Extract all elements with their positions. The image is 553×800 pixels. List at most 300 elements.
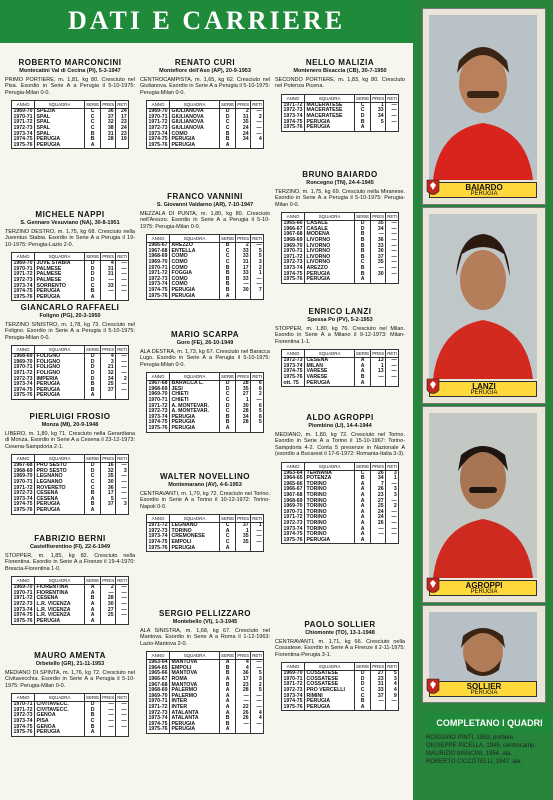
sticker-lanzi bbox=[422, 207, 546, 404]
table-cell: D bbox=[355, 682, 371, 688]
table-cell: D bbox=[85, 702, 101, 708]
table-cell: — bbox=[101, 702, 116, 708]
career-table bbox=[281, 212, 399, 284]
table-row bbox=[12, 393, 129, 399]
player-name: ALDO AGROPPI bbox=[306, 413, 374, 422]
table-cell: 24 bbox=[371, 515, 386, 521]
table-cell: A bbox=[85, 613, 101, 619]
table-cell: 1972-73 bbox=[13, 712, 33, 719]
player-name: WALTER NOVELLINO bbox=[159, 472, 251, 481]
table-cell: 34 bbox=[236, 137, 251, 143]
table-cell: — bbox=[251, 132, 264, 138]
table-cell: — bbox=[386, 699, 399, 705]
table-cell: 1969-70 bbox=[148, 259, 168, 265]
player-birth: S. Giovanni Valdarno (AR), 7-10-1947 bbox=[156, 202, 254, 208]
player-birth: Montenero Bisaccia (CB), 30-7-1950 bbox=[293, 68, 387, 74]
player-description: MEDIANO, m. 1,80, kg 72. Cresciuto nel Torino. Esordio in Serie A a Torino il 15-10-1967: Torino-Sampdoria 4-2. Conta 5 presenze in Nazionale A (esordio a Bucarest il 17-6-1972: Romania-Italia 3-3). bbox=[275, 432, 405, 458]
player-birth: Montefiore dell'Aso (AP), 20-9-1953 bbox=[159, 68, 251, 74]
player-description: CENTROCAMPISTA, m. 1,65, kg 62. Cresciuto nel Giulianova. Esordio in Serie A a Perugia il 5-10-1975: Perugia-Milan 0-0. bbox=[140, 77, 270, 96]
table-cell: 1974-75 bbox=[283, 368, 303, 375]
table-cell: 1974-75 bbox=[148, 419, 168, 426]
table-cell: 1969-70 bbox=[283, 503, 303, 510]
table-cell bbox=[371, 705, 386, 711]
career-header-cell: SQUADRA bbox=[305, 350, 355, 358]
table-cell: PERUGIA bbox=[35, 289, 85, 295]
table-cell: 1972-73 bbox=[283, 519, 303, 526]
table-cell: 1 bbox=[251, 523, 264, 529]
table-cell: B bbox=[355, 232, 371, 238]
table-cell: — bbox=[116, 708, 129, 714]
table-cell: 35 bbox=[236, 540, 251, 546]
table-cell: 1 bbox=[236, 529, 251, 535]
team-badge-icon bbox=[426, 179, 440, 199]
table-row bbox=[12, 619, 129, 625]
player-name: PAOLO SOLLIER bbox=[304, 620, 376, 629]
table-cell: 1975-76 bbox=[148, 424, 168, 431]
table-cell bbox=[116, 508, 129, 514]
career-header-cell: RETI bbox=[117, 254, 128, 260]
table-cell: B bbox=[220, 271, 236, 277]
table-cell: 33 bbox=[236, 249, 251, 255]
table-cell: A bbox=[355, 369, 371, 375]
table-cell: A bbox=[355, 538, 371, 544]
table-cell: 7 bbox=[371, 482, 386, 488]
table-cell: 1973-74 bbox=[283, 525, 303, 532]
sticker-nameplate bbox=[429, 580, 537, 596]
table-cell bbox=[371, 125, 386, 131]
table-cell: D bbox=[85, 365, 101, 371]
table-cell: 1974-75 bbox=[283, 118, 303, 125]
table-cell: 32 bbox=[101, 371, 116, 377]
player-birth: Montebello (VI), 1-3-1945 bbox=[172, 619, 238, 625]
table-cell: 8 bbox=[251, 415, 264, 421]
table-cell: 1 bbox=[386, 476, 399, 482]
career-header-cell: SQUADRA bbox=[35, 101, 85, 109]
career-header-cell: RETI bbox=[117, 456, 128, 462]
table-cell: 1 bbox=[371, 364, 386, 370]
table-cell: 1973-74 bbox=[283, 692, 303, 699]
table-cell: D bbox=[85, 267, 101, 273]
table-row bbox=[12, 730, 129, 736]
table-cell: 31 bbox=[101, 267, 116, 273]
table-cell: 28 bbox=[101, 137, 116, 143]
table-cell: C bbox=[85, 115, 101, 121]
career-table bbox=[146, 100, 264, 149]
career-header-cell: SERIE bbox=[356, 95, 370, 101]
career-header-cell: ANNO bbox=[12, 101, 35, 109]
table-cell: C bbox=[220, 409, 236, 415]
table-cell: 23 bbox=[116, 132, 129, 138]
table-cell: B bbox=[355, 272, 371, 278]
table-cell bbox=[101, 393, 116, 399]
table-cell: A. MONTEVAR. bbox=[170, 404, 220, 410]
table-cell: — bbox=[371, 232, 386, 238]
career-header-cell: PRES bbox=[372, 463, 385, 469]
table-cell: MACERATESE bbox=[305, 108, 355, 114]
table-cell: — bbox=[116, 388, 129, 394]
table-cell: C bbox=[220, 392, 236, 398]
table-cell: 1969-70 bbox=[13, 260, 33, 267]
table-cell: MODENA bbox=[305, 232, 355, 238]
table-cell: TORINO bbox=[305, 510, 355, 516]
career-header-cell: RETI bbox=[387, 214, 398, 220]
table-cell: 37 bbox=[101, 502, 116, 508]
table-cell: 1973-74 bbox=[148, 413, 168, 420]
table-cell: — bbox=[116, 725, 129, 731]
table-cell: A bbox=[355, 493, 371, 499]
table-cell: 17 bbox=[236, 677, 251, 683]
career-header-cell: PRES bbox=[237, 653, 250, 659]
table-cell: 31 bbox=[371, 682, 386, 688]
completano-line: ROSSANO PINTI, 1959, portiere. bbox=[426, 735, 516, 741]
table-cell: D bbox=[220, 109, 236, 115]
table-cell: CHIETI bbox=[170, 392, 220, 398]
career-header-cell: RETI bbox=[252, 236, 263, 242]
table-cell: 1971-72 bbox=[283, 101, 303, 108]
table-cell: — bbox=[236, 699, 251, 705]
player-block-pellizzaro bbox=[140, 609, 270, 734]
table-cell: 1970-71 bbox=[13, 364, 33, 371]
player-birth: Piombino (LI), 14-4-1944 bbox=[308, 423, 372, 429]
table-cell: 1970-71 bbox=[148, 264, 168, 271]
table-cell: 1975-76 bbox=[283, 536, 303, 543]
table-cell: — bbox=[386, 272, 399, 278]
table-cell: — bbox=[116, 497, 129, 503]
table-cell: A bbox=[85, 591, 101, 597]
table-cell: CHIETI bbox=[170, 398, 220, 404]
table-cell: A bbox=[355, 532, 371, 538]
table-cell: 36 bbox=[371, 238, 386, 244]
table-cell: 1975-76 bbox=[13, 141, 33, 148]
table-cell: 1968-69 bbox=[148, 385, 168, 392]
table-cell: 1971-72 bbox=[283, 253, 303, 260]
table-cell: — bbox=[251, 705, 264, 711]
table-cell: 6 bbox=[251, 381, 264, 387]
table-cell: D bbox=[85, 272, 101, 278]
table-cell: 4 bbox=[386, 682, 399, 688]
table-cell: 1974-75 bbox=[13, 612, 33, 619]
table-cell: — bbox=[386, 108, 399, 114]
table-cell: — bbox=[116, 354, 129, 360]
player-photo bbox=[429, 214, 537, 379]
table-cell: 17 bbox=[236, 266, 251, 272]
table-cell: MILAN bbox=[305, 364, 355, 370]
table-cell: 1974-75 bbox=[283, 270, 303, 277]
table-cell: 4 bbox=[236, 660, 251, 666]
career-table bbox=[281, 462, 399, 545]
table-cell: C bbox=[85, 284, 101, 290]
table-cell: COMO bbox=[170, 260, 220, 266]
table-cell: 1969-70 bbox=[13, 473, 33, 480]
table-cell: 1965-66 bbox=[148, 670, 168, 677]
table-cell: 1971-72 bbox=[148, 402, 168, 409]
table-cell: 3 bbox=[116, 469, 129, 475]
table-row bbox=[147, 143, 264, 149]
career-header-cell: SERIE bbox=[86, 102, 100, 108]
player-name: MICHELE NAPPI bbox=[35, 210, 105, 219]
table-cell: FOGGIA bbox=[170, 271, 220, 277]
table-cell: 33 bbox=[236, 271, 251, 277]
table-cell: 3 bbox=[251, 260, 264, 266]
table-cell: A bbox=[355, 705, 371, 711]
player-birth: Roncegno (TN), 24-4-1945 bbox=[306, 180, 374, 186]
table-cell: 2 bbox=[101, 585, 116, 591]
table-cell: B bbox=[355, 238, 371, 244]
table-cell: A bbox=[355, 125, 371, 131]
table-cell: B bbox=[85, 289, 101, 295]
player-name: FABRIZIO BERNI bbox=[34, 534, 106, 543]
sticker-name: BAIARDO bbox=[465, 183, 503, 192]
table-cell bbox=[251, 727, 264, 733]
table-cell: 1975-76 bbox=[148, 292, 168, 299]
table-cell: 34 bbox=[371, 227, 386, 233]
table-cell: C bbox=[220, 398, 236, 404]
table-cell: CESENA bbox=[35, 491, 85, 497]
table-cell: 1964-65 bbox=[148, 664, 168, 671]
table-cell: COMO bbox=[170, 277, 220, 283]
table-cell: 1964-65 bbox=[283, 475, 303, 482]
player-description: ALA DESTRA, m. 1,73, kg 67. Cresciuto nel Baracca Lugo. Esordio in Serie A a Perugia il 5-10-1975: Perugia-Milan 0-0. bbox=[140, 349, 270, 368]
table-cell: D bbox=[85, 463, 101, 469]
table-cell: — bbox=[251, 243, 264, 249]
table-cell: 1967-68 bbox=[148, 247, 168, 254]
table-cell: 1973-74 bbox=[148, 281, 168, 288]
table-cell: 23 bbox=[236, 683, 251, 689]
table-cell: 1973-74 bbox=[148, 130, 168, 137]
table-cell: L.R. VICENZA bbox=[35, 613, 85, 619]
player-birth: Goro (FE), 26-10-1949 bbox=[176, 340, 234, 346]
table-cell: — bbox=[386, 120, 399, 126]
career-header-cell: ANNO bbox=[12, 346, 35, 354]
table-cell: PERUGIA bbox=[35, 619, 85, 625]
table-cell: — bbox=[386, 369, 399, 375]
table-cell: TORINO bbox=[170, 529, 220, 535]
player-block-sollier bbox=[275, 620, 405, 711]
table-row bbox=[12, 143, 129, 149]
table-cell: B bbox=[220, 716, 236, 722]
table-cell: 1971-72 bbox=[13, 706, 33, 713]
table-cell: 1966-67 bbox=[148, 242, 168, 249]
table-cell: C bbox=[220, 260, 236, 266]
table-cell: — bbox=[386, 532, 399, 538]
table-cell: 30 bbox=[101, 480, 116, 486]
player-description: CENTRAVANTI, m. 1,70, kg 72. Cresciuto nel Torino. Esordio in Serie A a Torino il 10-12-1972: Torino-Napoli 0-0. bbox=[140, 491, 270, 510]
player-name: ROBERTO MARCONCINI bbox=[18, 58, 122, 67]
career-header-cell: RETI bbox=[117, 102, 128, 108]
table-cell: 33 bbox=[371, 108, 386, 114]
table-row bbox=[147, 294, 264, 300]
table-cell: MANTOVA bbox=[170, 683, 220, 689]
table-cell: 1975-76 bbox=[283, 374, 303, 380]
player-block-marconcini bbox=[5, 58, 135, 149]
player-block-malizia bbox=[275, 58, 405, 132]
table-cell: 22 bbox=[236, 705, 251, 711]
table-cell: C bbox=[220, 254, 236, 260]
table-cell: 1963-64 bbox=[148, 659, 168, 666]
career-table bbox=[11, 693, 129, 737]
table-cell: 35 bbox=[371, 260, 386, 266]
table-cell: 1974-75 bbox=[148, 286, 168, 293]
table-cell: 1966-67 bbox=[148, 676, 168, 682]
table-cell bbox=[386, 125, 399, 131]
table-cell: PISA bbox=[35, 719, 85, 725]
player-birth: Montemarano (AV), 4-6-1953 bbox=[168, 482, 242, 488]
table-cell: 1972-73 bbox=[283, 357, 303, 364]
career-header-cell: SQUADRA bbox=[35, 455, 85, 463]
player-description: MEDIANO DI SPINTA, m. 1,76, kg 72. Cresciuto nel Civitavecchia. Esordio in Serie A a Perugia il 5-10-1975: Perugia-Milan 0-0. bbox=[5, 670, 135, 689]
career-header-cell: PRES bbox=[102, 102, 115, 108]
table-cell: — bbox=[116, 719, 129, 725]
table-cell bbox=[236, 546, 251, 552]
table-cell: B bbox=[220, 132, 236, 138]
table-cell: L.R. VICENZA bbox=[35, 608, 85, 614]
sticker-baiardo bbox=[422, 8, 546, 205]
table-cell: — bbox=[116, 596, 129, 602]
table-cell: PERUGIA bbox=[170, 420, 220, 426]
table-cell: JESI bbox=[170, 387, 220, 393]
table-cell: SPAL bbox=[35, 120, 85, 126]
table-cell: 24 bbox=[116, 109, 129, 115]
table-cell: — bbox=[386, 521, 399, 527]
player-name: MARIO SCARPA bbox=[170, 330, 240, 339]
career-header-cell: SERIE bbox=[86, 456, 100, 462]
table-cell: EMPOLI bbox=[170, 540, 220, 546]
table-row bbox=[282, 705, 399, 711]
table-cell: 30 bbox=[236, 288, 251, 294]
table-cell: — bbox=[116, 613, 129, 619]
table-cell: PERUGIA bbox=[305, 120, 355, 126]
table-cell: C bbox=[355, 470, 371, 476]
table-cell: 33 bbox=[371, 244, 386, 250]
table-cell: D bbox=[355, 221, 371, 227]
player-name: SERGIO PELLIZZARO bbox=[158, 609, 252, 618]
player-block-scarpa bbox=[140, 330, 270, 433]
table-cell: 1969-70 bbox=[148, 692, 168, 699]
table-cell: B bbox=[85, 596, 101, 602]
career-table bbox=[11, 454, 129, 514]
table-cell bbox=[386, 705, 399, 711]
table-cell: — bbox=[386, 114, 399, 120]
table-cell: 1971-72 bbox=[148, 119, 168, 126]
career-header-cell: RETI bbox=[252, 374, 263, 380]
table-cell: 5 bbox=[251, 688, 264, 694]
table-cell: 5 bbox=[251, 671, 264, 677]
sticker-sollier bbox=[422, 605, 546, 703]
career-header-cell: SQUADRA bbox=[35, 253, 85, 261]
table-cell: SPAL bbox=[35, 132, 85, 138]
table-cell: PALERMO bbox=[170, 688, 220, 694]
table-cell bbox=[116, 295, 129, 301]
table-cell: — bbox=[251, 666, 264, 672]
player-birth: Orbetello (GR), 21-11-1953 bbox=[35, 661, 105, 667]
table-cell: 1973-74 bbox=[283, 264, 303, 271]
career-header-cell: PRES bbox=[102, 456, 115, 462]
table-cell: AREZZO bbox=[305, 266, 355, 272]
table-cell: — bbox=[371, 375, 386, 381]
page-header bbox=[0, 0, 413, 43]
table-cell: PALMESE bbox=[35, 278, 85, 284]
table-cell: B bbox=[220, 277, 236, 283]
table-cell: MACERATESE bbox=[305, 102, 355, 108]
career-header-cell: SQUADRA bbox=[305, 462, 355, 470]
career-header-cell: SERIE bbox=[221, 516, 235, 522]
table-cell: 37 bbox=[101, 388, 116, 394]
table-cell bbox=[236, 727, 251, 733]
player-name: FRANCO VANNINI bbox=[167, 192, 243, 201]
table-cell: C bbox=[85, 126, 101, 132]
table-cell: 7 bbox=[251, 288, 264, 294]
table-cell: 1974-75 bbox=[283, 698, 303, 705]
table-cell: A bbox=[85, 508, 101, 514]
table-cell: — bbox=[116, 491, 129, 497]
table-cell bbox=[101, 730, 116, 736]
career-header-cell: PRES bbox=[102, 347, 115, 353]
table-cell: 36 bbox=[101, 486, 116, 492]
table-cell: — bbox=[101, 289, 116, 295]
career-header-cell: SERIE bbox=[221, 374, 235, 380]
table-cell: PERUGIA bbox=[170, 426, 220, 432]
table-cell: — bbox=[386, 244, 399, 250]
table-cell: 13 bbox=[371, 358, 386, 364]
table-cell: — bbox=[371, 527, 386, 533]
table-cell: 4 bbox=[251, 137, 264, 143]
table-cell: 1970-71 bbox=[148, 397, 168, 403]
table-cell: 31 bbox=[236, 115, 251, 121]
table-cell: 1975-76 bbox=[283, 124, 303, 131]
table-cell: 37 bbox=[371, 694, 386, 700]
career-header-cell: ANNO bbox=[282, 663, 305, 671]
table-cell: 35 bbox=[101, 474, 116, 480]
team-badge-icon bbox=[426, 378, 440, 398]
player-name: BRUNO BAIARDO bbox=[302, 170, 378, 179]
player-name: PIERLUIGI FROSIO bbox=[29, 412, 111, 421]
table-cell: — bbox=[116, 289, 129, 295]
table-cell: C bbox=[220, 540, 236, 546]
table-cell: 28 bbox=[236, 381, 251, 387]
table-cell: 2 bbox=[251, 266, 264, 272]
table-cell: 17 bbox=[116, 115, 129, 121]
table-cell: A bbox=[85, 608, 101, 614]
table-cell: MACERATESE bbox=[305, 114, 355, 120]
table-cell: A bbox=[220, 677, 236, 683]
table-cell: 26 bbox=[371, 521, 386, 527]
table-cell: A bbox=[85, 497, 101, 503]
table-cell: B bbox=[85, 132, 101, 138]
table-cell: LIVORNO bbox=[305, 255, 355, 261]
table-cell bbox=[386, 381, 399, 387]
table-cell: — bbox=[251, 534, 264, 540]
table-cell bbox=[236, 294, 251, 300]
table-cell: — bbox=[116, 486, 129, 492]
career-table bbox=[146, 651, 264, 734]
sticker-nameplate bbox=[429, 381, 537, 397]
table-cell: — bbox=[236, 722, 251, 728]
table-cell bbox=[386, 277, 399, 283]
table-cell: MANTOVA bbox=[170, 671, 220, 677]
table-cell: PERUGIA bbox=[35, 143, 85, 149]
table-cell: 35 bbox=[371, 221, 386, 227]
player-description: MEZZALA DI PUNTA, m. 1,80, kg 80. Cresciuto nell'Arezzo. Esordio in Serie A a Perugia il 5-10-1975: Perugia-Milan 0-0. bbox=[140, 211, 270, 230]
table-cell: 1967-68 bbox=[148, 681, 168, 688]
table-cell: A bbox=[355, 358, 371, 364]
career-header-cell: SQUADRA bbox=[305, 213, 355, 221]
table-cell: 1975-76 bbox=[148, 544, 168, 551]
table-cell: POTENZA bbox=[305, 476, 355, 482]
table-cell: PERUGIA bbox=[170, 722, 220, 728]
table-cell: 2 bbox=[116, 377, 129, 383]
table-cell: 1972-73 bbox=[283, 107, 303, 114]
table-cell: COMO bbox=[170, 132, 220, 138]
